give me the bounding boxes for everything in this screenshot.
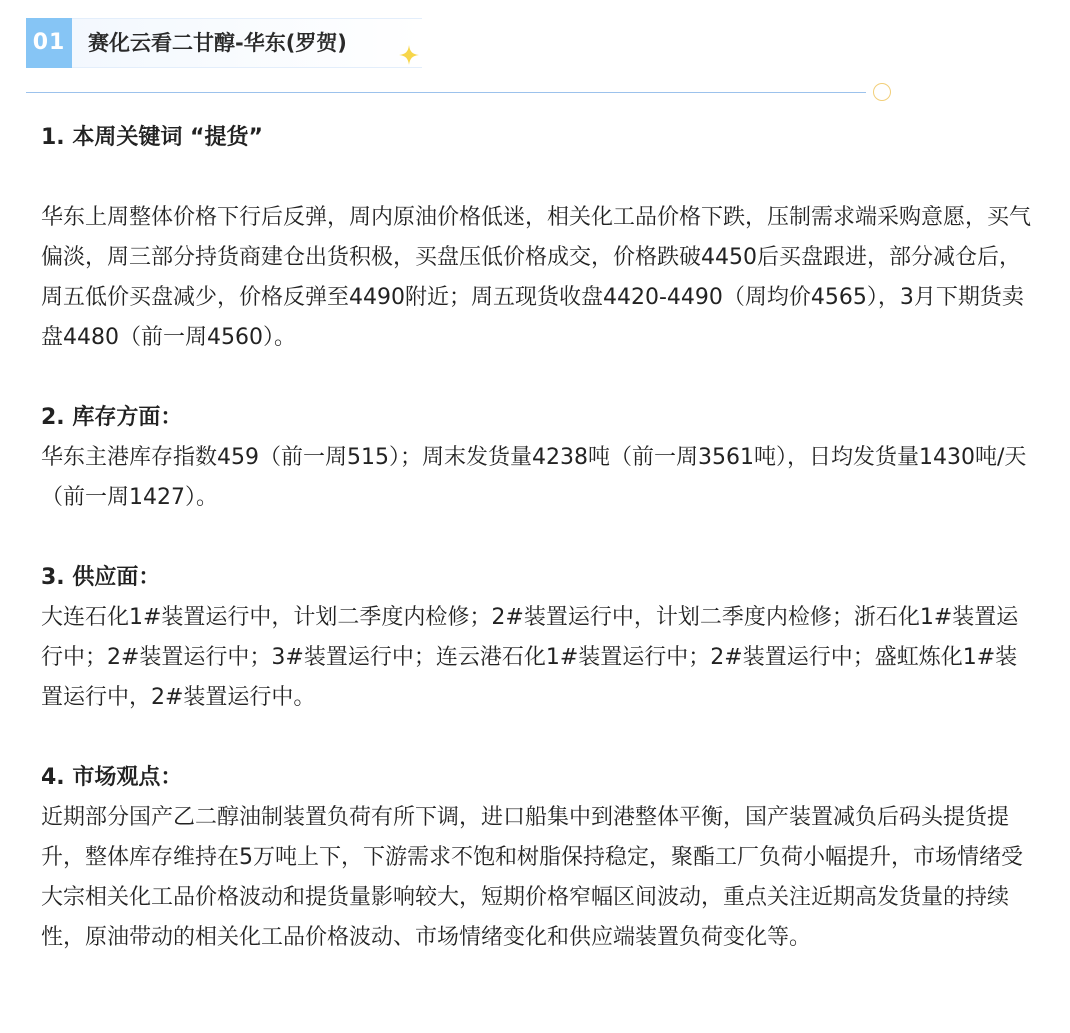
section-title-box — [72, 18, 422, 68]
paragraph-market-view: 近期部分国产乙二醇油制装置负荷有所下调，进口船集中到港整体平衡，国产装置减负后码头提货提升，整体库存维持在5万吨上下，下游需求不饱和树脂保持稳定，聚酯工厂负荷小幅提升，市场情绪受大宗相关化工品价格波动和提货量影响较大，短期价格窄幅区间波动，重点关注近期高发货量的持续性，原油带动的相关化工品价格波动、市场情绪变化和供应端装置负荷变化等。 — [41, 805, 1024, 950]
section-title: 赛化云看二甘醇-华东(罗贺) — [88, 31, 347, 55]
paragraph-supply: 大连石化1#装置运行中，计划二季度内检修；2#装置运行中，计划二季度内检修；浙石化1#装置运行中；2#装置运行中；3#装置运行中；连云港石化1#装置运行中；2#装置运行中；盛虹炼化1#装置运行中，2#装置运行中。 — [41, 605, 1019, 710]
heading-keyword: 1. 本周关键词 “提货” — [41, 125, 263, 150]
heading-supply: 3. 供应面： — [41, 565, 161, 590]
divider-ring-ornament — [873, 83, 891, 101]
heading-inventory: 2. 库存方面： — [41, 405, 183, 430]
section-header — [26, 18, 426, 68]
section-number-badge: 01 — [26, 18, 72, 68]
paragraph-price-review: 华东上周整体价格下行后反弹，周内原油价格低迷，相关化工品价格下跌，压制需求端采购意愿，买气偏淡，周三部分持货商建仓出货积极，买盘压低价格成交，价格跌破4450后买盘跟进，部分减仓后，周五低价买盘减少，价格反弹至4490附近；周五现货收盘4420-4490（周均价4565），3月下期货卖盘4480（前一周4560）。 — [41, 205, 1032, 350]
sparkle-icon — [398, 44, 420, 66]
paragraph-inventory: 华东主港库存指数459（前一周515）；周末发货量4238吨（前一周3561吨），日均发货量1430吨/天（前一周1427）。 — [41, 445, 1027, 510]
heading-market-view: 4. 市场观点： — [41, 765, 183, 790]
article-content — [41, 118, 1031, 958]
header-divider-line — [26, 92, 866, 93]
